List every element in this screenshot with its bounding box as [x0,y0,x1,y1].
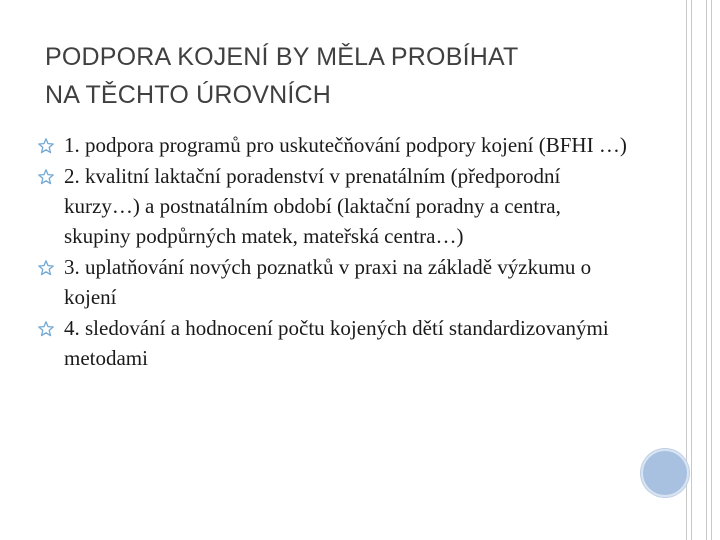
decorative-circle [641,449,689,497]
decorative-rule [711,0,712,540]
bullet-list [38,130,628,374]
star-icon [38,138,54,154]
bullet-text: 1. podpora programů pro uskutečňování podpory kojení (BFHI …) [64,133,627,157]
bullet-text: 2. kvalitní laktační poradenství v prenatálním (předporodní kurzy…) a postnatálním období (laktační poradny a centra, skupiny podpůrných matek, mateřská centra…) [64,164,561,248]
decorative-rule [691,0,692,540]
bullet-item [38,313,628,373]
decorative-rule [686,0,687,540]
slide-title [45,38,665,114]
bullet-item [38,161,628,251]
bullet-item [38,252,628,312]
star-icon [38,260,54,276]
star-icon [38,169,54,185]
title-line-2: NA TĚCHTO ÚROVNÍCH [45,81,332,109]
bullet-text: 4. sledování a hodnocení počtu kojených dětí standardizovanými metodami [64,316,609,370]
bullet-item [38,130,628,160]
title-line-1: PODPORA KOJENÍ BY MĚLA PROBÍHAT [45,43,519,71]
bullet-text: 3. uplatňování nových poznatků v praxi na základě výzkumu o kojení [64,255,592,309]
star-icon [38,321,54,337]
decorative-rule [706,0,707,540]
